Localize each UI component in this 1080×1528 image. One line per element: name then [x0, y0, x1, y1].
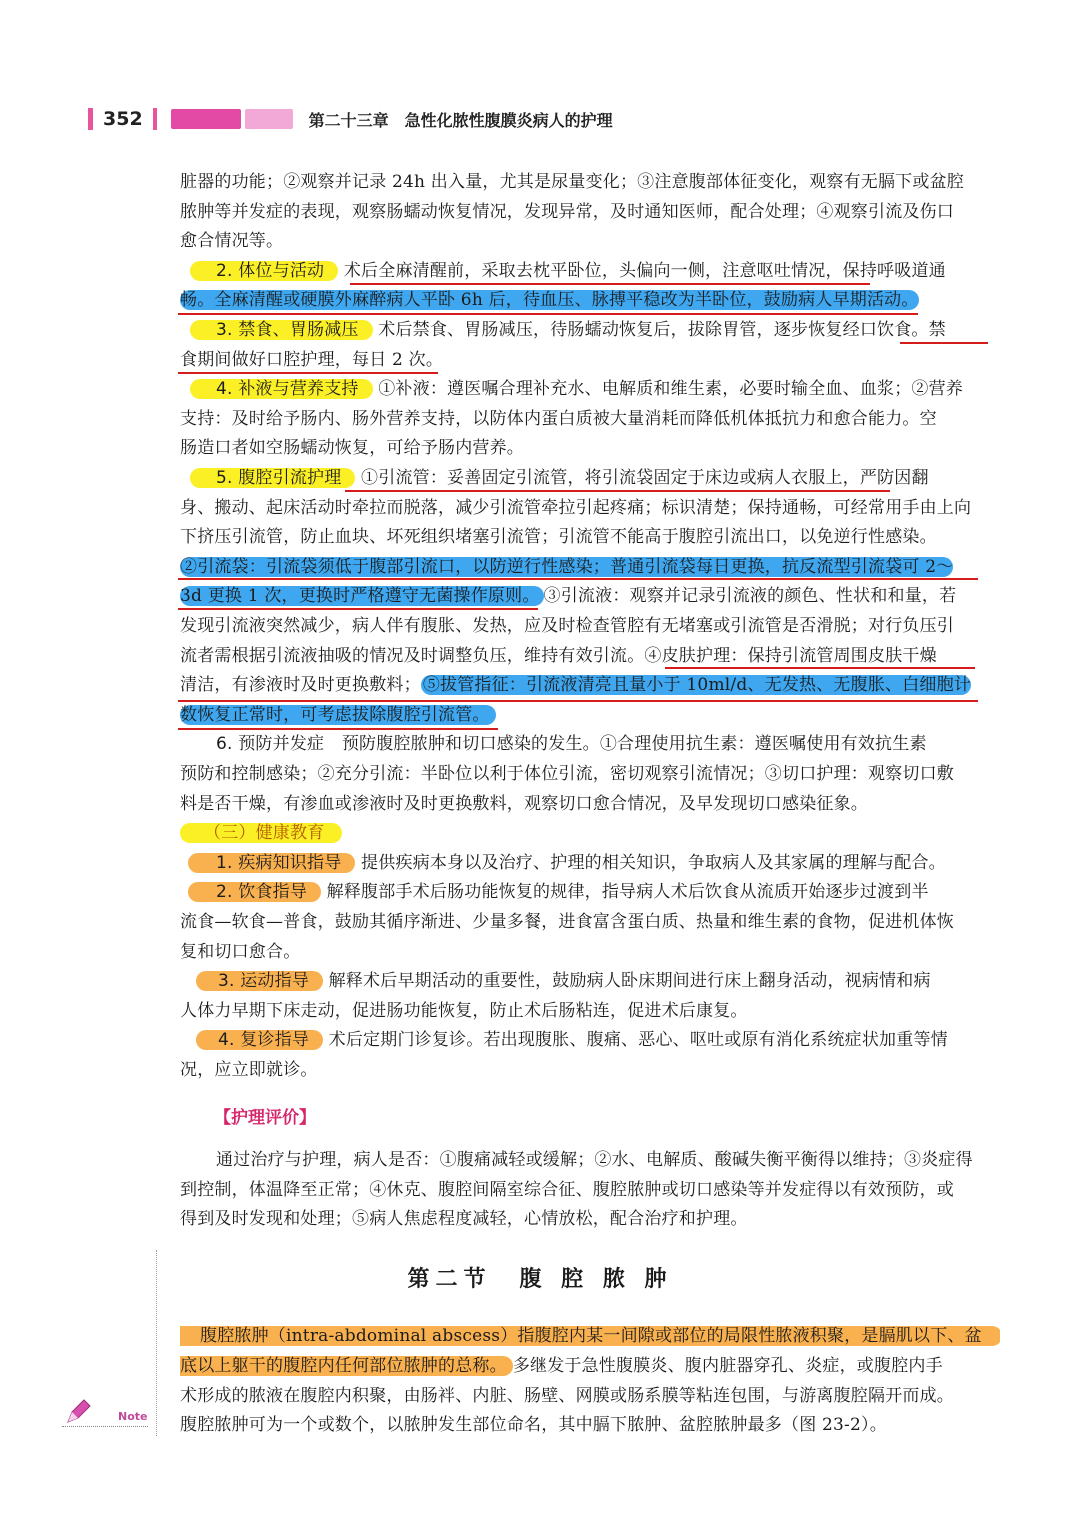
- text-line: 4. 复诊指导 术后定期门诊复诊。若出现腹胀、腹痛、恶心、呕吐或原有消化系统症状加重等情: [180, 1026, 980, 1056]
- heading-exercise-guidance: 3. 运动指导: [196, 971, 323, 991]
- red-underline: [178, 728, 498, 730]
- margin-divider: [156, 1250, 157, 1436]
- note-label: Note: [118, 1410, 148, 1423]
- text-line: 人体力早期下床走动，促进肠功能恢复，防止术后肠粘连，促进术后康复。: [180, 1000, 748, 1021]
- heading-diet-guidance: 2. 饮食指导: [188, 882, 321, 902]
- heading-health-education: （三）健康教育: [180, 823, 342, 843]
- header-color-block: [171, 109, 241, 129]
- text-line: 3d 更换 1 次，更换时严格遵守无菌操作原则。 ③引流液：观察并记录引流液的颜色、性状和和量，若: [180, 586, 957, 607]
- text-line: 3. 禁食、胃肠减压 术后禁食、胃肠减压，待肠蠕动恢复后，拔除胃管，逐步恢复经口饮食。禁: [180, 316, 980, 346]
- text-line: 2. 体位与活动 术后全麻清醒前，采取去枕平卧位，头偏向一侧，注意呕吐情况，保持呼吸道通: [180, 257, 980, 287]
- text-line: 到控制，体温降至正常；④休克、腹腔间隔室综合征、腹腔脓肿或切口感染等并发症得以有效预防，或: [180, 1180, 954, 1200]
- red-underline: [178, 578, 978, 580]
- heading-position-activity: 2. 体位与活动: [190, 261, 338, 281]
- text-line: 流者需根据引流液抽吸的情况及时调整负压，维持有效引流。④皮肤护理：保持引流管周围皮肤干燥: [180, 645, 937, 666]
- note-underline: [62, 1426, 148, 1428]
- red-underline: [900, 342, 988, 344]
- header-color-block-light: [245, 109, 293, 129]
- text-line: 愈合情况等。: [180, 231, 284, 252]
- red-underline: [350, 283, 870, 285]
- text-line: 况，应立即就诊。: [180, 1060, 318, 1080]
- text-line: 食期间做好口腔护理，每日 2 次。: [180, 349, 444, 370]
- heading-disease-knowledge: 1. 疾病知识指导: [188, 853, 355, 873]
- red-underline: [178, 313, 918, 315]
- red-underline: [178, 608, 538, 610]
- text-line: 底以上躯干的腹腔内任何部位脓肿的总称。 多继发于急性腹膜炎、腹内脏器穿孔、炎症，或腹腔内手: [180, 1352, 980, 1382]
- text-line: 1. 疾病知识指导 提供疾病本身以及治疗、护理的相关知识，争取病人及其家属的理解与配合。: [180, 849, 980, 879]
- margin-note: [62, 1398, 152, 1432]
- text-line: 下挤压引流管，防止血块、坏死组织堵塞引流管；引流管不能高于腹腔引流出口，以免逆行性感染。: [180, 527, 937, 548]
- text-line: 复和切口愈合。: [180, 941, 301, 962]
- text-line: 腹腔脓肿（intra-abdominal abscess）指腹腔内某一间隙或部位的局限性脓液积聚，是膈肌以下、盆: [180, 1322, 1000, 1352]
- text-line: 6. 预防并发症 预防腹腔脓肿和切口感染的发生。①合理使用抗生素：遵医嘱使用有效抗生素: [216, 734, 927, 755]
- text-line: 2. 饮食指导 解释腹部手术后肠功能恢复的规律，指导病人术后饮食从流质开始逐步过渡到半: [180, 878, 980, 908]
- nursing-evaluation-heading: 【护理评价】: [214, 1108, 316, 1128]
- page-number: 352: [103, 108, 143, 130]
- text-line: ②引流袋：引流袋须低于腹部引流口，以防逆行性感染；普通引流袋每日更换，抗反流型引流袋可 2～: [180, 556, 954, 577]
- text-line: 得到及时发现和处理；⑤病人焦虑程度减轻，心情放松，配合治疗和护理。: [180, 1209, 748, 1229]
- text-line: 流食—软食—普食，鼓励其循序渐进、少量多餐，进食富含蛋白质、热量和维生素的食物，促进机体恢: [180, 912, 954, 932]
- text-line: 发现引流液突然减少，病人伴有腹胀、发热，应及时检查管腔有无堵塞或引流管是否滑脱；对行负压引: [180, 616, 954, 636]
- text-line: 5. 腹腔引流护理 ①引流管：妥善固定引流管，将引流袋固定于床边或病人衣服上，严防因翻: [180, 464, 980, 494]
- text-line: 身、搬动、起床活动时牵拉而脱落，减少引流管牵拉引起疼痛；标识清楚；保持通畅，可经常用手由上向: [180, 497, 972, 518]
- red-underline: [665, 667, 975, 669]
- text-line: 腹腔脓肿可为一个或数个，以脓肿发生部位命名，其中膈下脓肿、盆腔脓肿最多（图 23-2）。: [180, 1415, 887, 1435]
- text-line: [180, 819, 980, 849]
- text-line: 4. 补液与营养支持 ①补液：遵医嘱合理补充水、电解质和维生素，必要时输全血、血浆；②营养: [180, 375, 980, 405]
- section-title: 第二节 腹 腔 脓 肿: [407, 1267, 673, 1292]
- heading-nutrition: 4. 补液与营养支持: [190, 379, 373, 399]
- text-line: 术形成的脓液在腹腔内积聚，由肠袢、内脏、肠壁、网膜或肠系膜等粘连包围，与游离腹腔隔开而成。: [180, 1386, 954, 1406]
- chapter-title: 第二十三章 急性化脓性腹膜炎病人的护理: [308, 110, 613, 130]
- heading-fasting: 3. 禁食、胃肠减压: [190, 320, 373, 340]
- heading-followup-guidance: 4. 复诊指导: [196, 1030, 323, 1050]
- text-line: 畅。全麻清醒或硬膜外麻醉病人平卧 6h 后，待血压、脉搏平稳改为半卧位，鼓励病人早期活动。: [180, 290, 919, 311]
- red-underline: [178, 372, 438, 374]
- text-line: 料是否干燥，有渗血或渗液时及时更换敷料，观察切口愈合情况，及早发现切口感染征象。: [180, 793, 868, 814]
- text-line: 清洁，有渗液时及时更换敷料； ⑤拔管指征：引流液清亮且量小于 10ml/d、无发热、无腹胀、白细胞计: [180, 675, 972, 696]
- pen-icon: [64, 1398, 92, 1426]
- text-line: 数恢复正常时，可考虑拔除腹腔引流管。: [180, 701, 980, 731]
- text-line: 通过治疗与护理，病人是否：①腹痛减轻或缓解；②水、电解质、酸碱失衡平衡得以维持；③炎症得: [216, 1150, 973, 1170]
- text-line: 肠造口者如空肠蠕动恢复，可给予肠内营养。: [180, 438, 524, 459]
- red-underline: [345, 490, 890, 492]
- header-bar-right: [153, 108, 157, 130]
- heading-drainage: 5. 腹腔引流护理: [190, 468, 355, 488]
- heading-complications: 6. 预防并发症: [216, 734, 325, 755]
- text-line: 3. 运动指导 解释术后早期活动的重要性，鼓励病人卧床期间进行床上翻身活动，视病情和病: [180, 967, 980, 997]
- text-line: 预防和控制感染；②充分引流：半卧位以利于体位引流，密切观察引流情况；③切口护理：观察切口敷: [180, 764, 954, 784]
- text-line: 脏器的功能；②观察并记录 24h 出入量，尤其是尿量变化；③注意腹部体征变化，观察有无膈下或盆腔: [180, 172, 964, 192]
- header-bar-left: [88, 108, 93, 130]
- page-header: [88, 104, 613, 134]
- text-line: 脓肿等并发症的表现，观察肠蠕动恢复情况，发现异常，及时通知医师，配合处理；④观察引流及伤口: [180, 201, 954, 222]
- red-underline: [178, 700, 978, 702]
- text-line: 支持：及时给予肠内、肠外营养支持，以防体内蛋白质被大量消耗而降低机体抵抗力和愈合能力。空: [180, 408, 937, 429]
